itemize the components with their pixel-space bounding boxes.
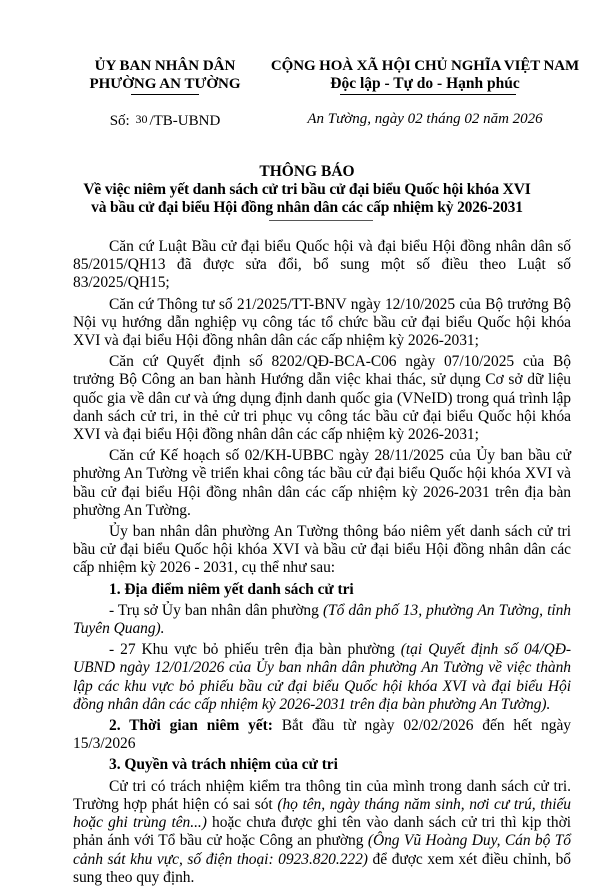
authority-underline — [131, 94, 199, 95]
authority-name-line1: ỦY BAN NHÂN DÂN — [94, 58, 236, 74]
place-date-line: An Tường, ngày 02 tháng 02 năm 2026 — [307, 111, 543, 127]
document-number-prefix: Số: — [109, 113, 130, 129]
section-2-period: Bắt đầu từ ngày 02/02/2026 đến hết ngày 15/3/2026 — [73, 717, 571, 753]
closing-text: để được xem xét điều chỉnh, bổ sung theo quy định. — [73, 850, 571, 886]
item-1-location: (Tổ dân phố 13, phường An Tường, tỉnh Tuyên Quang). — [73, 601, 571, 638]
section-2-heading: 2. Thời gian niêm yết: — [109, 717, 273, 735]
legal-basis-4: Căn cứ Kế hoạch số 02/KH-UBBC ngày 28/11/2025 của Ủy ban bầu cử phường An Tường về triển khai công tác bầu cử đại biểu Quốc hội khóa XVI và bầu cử đại biểu Hội đồng nhân dân các cấp nhiệm kỳ 2026-2031 trên địa bàn phường An Tường. — [73, 447, 571, 519]
title-underline — [269, 220, 373, 221]
legal-basis-1: Căn cứ Luật Bầu cử đại biểu Quốc hội và đại biểu Hội đồng nhân dân số 85/2015/QH13 đã được sửa đổi, bổ sung một số điều theo Luật số 83/2025/QH15; — [73, 238, 571, 292]
police-contact: (Ông Vũ Hoàng Duy, Cán bộ Tổ cảnh sát khu vực, số điện thoại: 0923.820.222) — [73, 832, 571, 868]
section-1-heading: 1. Địa điểm niêm yết danh sách cử tri — [109, 580, 354, 598]
section-1-item-1 — [73, 602, 571, 638]
national-header-block — [262, 57, 588, 128]
issuing-authority-block — [70, 57, 260, 130]
authority-name-line2: PHƯỜNG AN TƯỜNG — [89, 76, 241, 92]
legal-basis-3: Căn cứ Quyết định số 8202/QĐ-BCA-C06 ngày 07/10/2025 của Bộ trưởng Bộ Công an ban hành Hướng dẫn việc khai thác, sử dụng Cơ sở dữ liệu quốc gia về dân cư và ứng dụng định danh quốc gia (VNeID) trong quá trình lập danh sách cử tri, in thẻ cử tri phục vụ công tác bầu cử đại biểu Quốc hội khóa XVI và đại biểu Hội đồng nhân dân các cấp nhiệm kỳ 2026-2031; — [73, 353, 571, 444]
document-type: THÔNG BÁO — [259, 163, 355, 180]
motto-underline — [340, 94, 516, 95]
section-3-heading: 3. Quyền và trách nhiệm của cử tri — [109, 756, 338, 774]
report-instruction: hoặc chưa được ghi tên vào danh sách cử tri thì kịp thời phản ánh với Tổ bầu cử hoặc Công an phường — [73, 814, 572, 850]
document-number — [70, 112, 260, 130]
section-1-item-2 — [73, 641, 571, 714]
document-body — [73, 238, 571, 890]
section-2 — [73, 717, 571, 753]
legal-basis-2: Căn cứ Thông tư số 21/2025/TT-BNV ngày 12/10/2025 của Bộ trưởng Bộ Nội vụ hướng dẫn nghiệp vụ công tác tổ chức bầu cử đại biểu Quốc hội khóa XVI và đại biểu Hội đồng nhân dân các cấp nhiệm kỳ 2026-2031; — [73, 295, 571, 350]
error-examples: (họ tên, ngày tháng năm sinh, nơi cư trú, thiếu hoặc ghi trùng tên...) — [73, 795, 571, 832]
document-subject-line2: và bầu cử đại biểu Hội đồng nhân dân các cấp nhiệm kỳ 2026-2031 — [91, 199, 523, 216]
national-motto: Độc lập - Tự do - Hạnh phúc — [330, 75, 520, 92]
notice-intro: Ủy ban nhân dân phường An Tường thông báo niêm yết danh sách cử tri bầu cử đại biểu Quốc hội khóa XVI và bầu cử đại biểu Hội đồng nhân dân các cấp nhiệm kỳ 2026 - 2031, cụ thể như sau: — [73, 523, 571, 577]
voter-duty-text: Cử tri có trách nhiệm kiểm tra thông tin của mình trong danh sách cử tri. Trường hợp phát hiện có sai sót — [73, 777, 571, 813]
item-1-text: - Trụ sở Ủy ban nhân dân phường — [109, 601, 323, 619]
item-2-text: - 27 Khu vực bỏ phiếu trên địa bàn phường — [109, 641, 401, 659]
section-3-paragraph — [73, 778, 571, 887]
document-title-block — [60, 163, 554, 221]
document-subject-line1: Về việc niêm yết danh sách cử tri bầu cử đại biểu Quốc hội khóa XVI — [83, 181, 531, 198]
document-number-suffix: /TB-UBND — [149, 113, 221, 129]
document-number-value: 30 — [135, 112, 148, 126]
item-2-decision-ref: (tại Quyết định số 04/QĐ-UBND ngày 12/01/2026 của Ủy ban nhân dân phường An Tường về việc thành lập các khu vực bỏ phiếu bầu cử đại biểu Quốc hội khóa XVI và đại biểu Hội đồng nhân dân các cấp nhiệm kỳ 2026-2031 trên địa bàn phường An Tường). — [73, 641, 571, 713]
country-name: CỘNG HOÀ XÃ HỘI CHỦ NGHĨA VIỆT NAM — [270, 58, 580, 74]
